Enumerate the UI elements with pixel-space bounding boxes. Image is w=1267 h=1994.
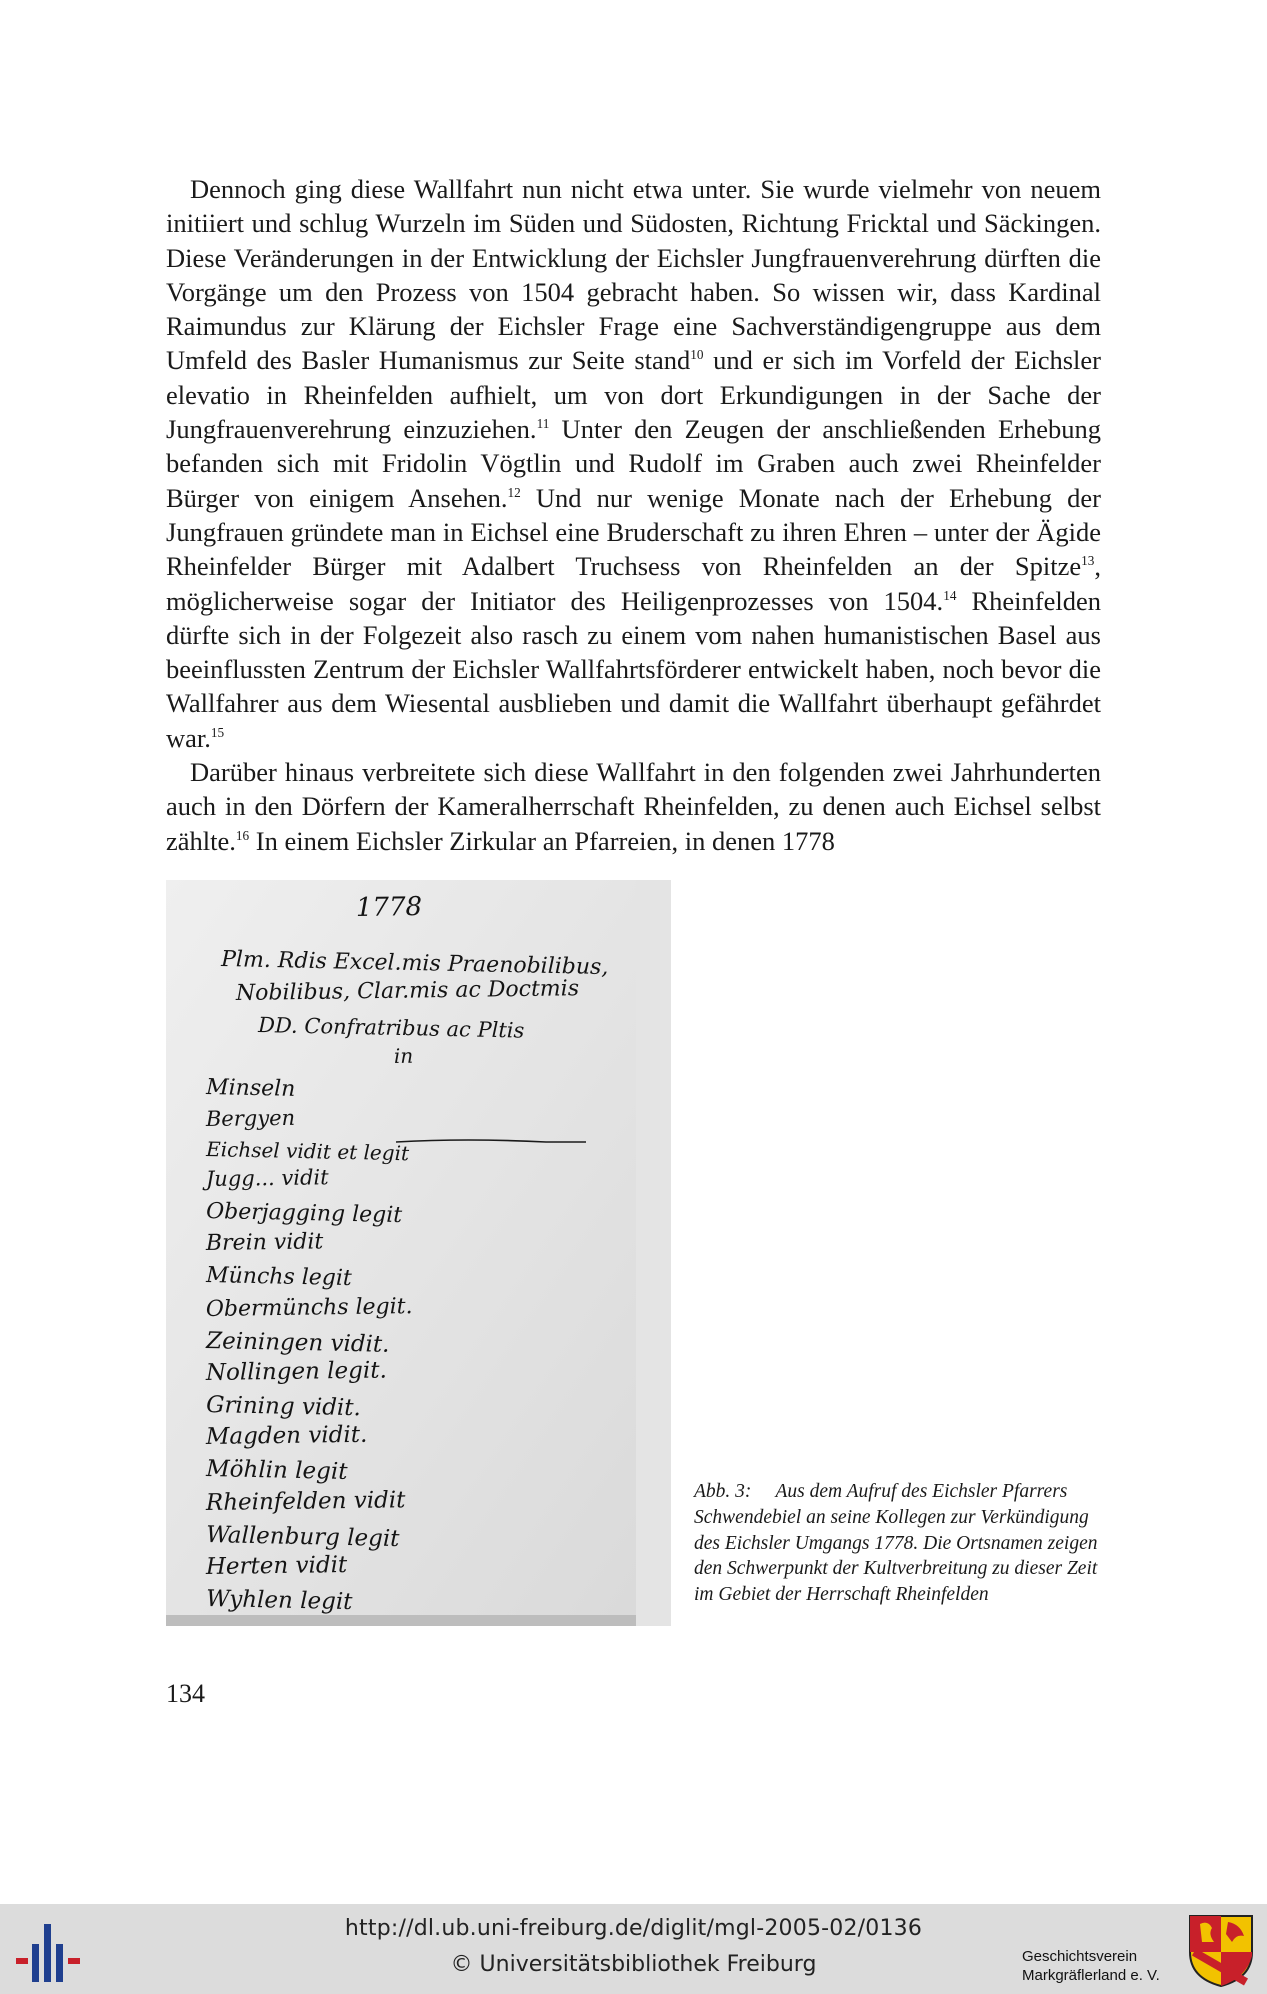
handwriting-line: Minseln: [205, 1075, 296, 1102]
footnote-ref[interactable]: 16: [235, 827, 250, 843]
footnote-ref[interactable]: 15: [210, 724, 225, 740]
handwriting-line: in: [393, 1043, 414, 1068]
manuscript-scan: [166, 880, 671, 1626]
society-line-1: Geschichtsverein: [1022, 1948, 1138, 1965]
handwriting-line: Münchs legit: [205, 1263, 353, 1292]
figure-caption: [694, 1479, 1106, 1608]
paragraph: [166, 172, 1101, 755]
footnote-ref[interactable]: 10: [690, 347, 704, 363]
footer-bar: [0, 1904, 1267, 1994]
caption-text: Aus dem Aufruf des Eichsler Pfarrers Schwendebiel an seine Kollegen zur Verkündigung des Eichsler Umgangs 1778. Die Ortsnamen zeigen den Schwerpunkt der Kultverbreitung zu dieser Zeit im Gebiet der Herrschaft Rheinfelden: [694, 1481, 1098, 1606]
text-run: Dennoch ging diese Wallfahrt nun nicht etwa unter. Sie wurde vielmehr von neuem initiiert und schlug Wurzeln im Süden und Südosten, Richtung Fricktal und Säckingen. Diese Veränderungen in der Entwicklung der Eichsler Jungfrauenverehrung dürften die Vorgänge um den Prozess von 1504 gebracht haben. So wissen wir, dass Kardinal Raimundus zur Klärung der Eichsler Frage eine Sachverständigengruppe aus dem Umfeld des Basler Humanismus zur Seite stand: [166, 174, 1101, 376]
footnote-ref[interactable]: 12: [507, 484, 521, 500]
handwriting-line: Bergyen: [205, 1105, 296, 1131]
text-run: Unter den Zeugen der anschließenden Erhebung befanden sich mit Fridolin Vögtlin und Rudolf im Graben auch zwei Rheinfelder Bürger von einigem Ansehen.: [166, 414, 1101, 513]
handwriting-line: Plm. Rdis Excel.mis Praenobilibus,: [220, 947, 609, 981]
footnote-ref[interactable]: 13: [1081, 553, 1095, 569]
handwriting-line: Jugg... vidit: [205, 1165, 329, 1191]
handwriting-line: Nollingen legit.: [205, 1357, 387, 1386]
copyright-text: © Universitätsbibliothek Freiburg: [450, 1952, 817, 1977]
handwriting-line: Zeiningen vidit.: [205, 1328, 390, 1358]
body-text: [166, 172, 1101, 858]
footnote-ref[interactable]: 14: [943, 587, 957, 603]
text-run: Darüber hinaus verbreitete sich diese Wallfahrt in den folgenden zwei Jahrhunderten auch in den Dörfern der Kameralherrschaft Rheinfelden, zu denen auch Eichsel selbst zählte.: [166, 757, 1101, 856]
handwriting-line: Obermünchs legit.: [205, 1294, 413, 1322]
handwriting-line: Brein vidit: [205, 1229, 324, 1256]
handwriting-line: Grining vidit.: [205, 1392, 362, 1422]
handwriting-line: Wallenburg legit: [205, 1522, 400, 1553]
handwriting-line: DD. Confratribus ac Pltis: [257, 1013, 525, 1043]
handwriting-line: Wyhlen legit: [205, 1586, 353, 1616]
handwriting-line: Möhlin legit: [205, 1456, 348, 1485]
text-run: In einem Eichsler Zirkular an Pfarreien, in denen 1778: [249, 825, 835, 856]
paragraph: [166, 755, 1101, 858]
handwriting-line: Herten vidit: [205, 1552, 348, 1580]
page-number: 134: [166, 1679, 205, 1708]
handwriting-line: Nobilibus, Clar.mis ac Doctmis: [235, 976, 580, 1006]
handwriting-line: Eichsel vidit et legit: [205, 1137, 410, 1166]
society-name: [1022, 1947, 1182, 1985]
handwriting-line: Oberjagging legit: [205, 1199, 403, 1229]
society-line-2: Markgräflerland e. V.: [1022, 1967, 1160, 1984]
caption-label: Abb. 3:: [694, 1481, 752, 1502]
text-run: und er sich im Vorfeld der Eichsler elevatio in Rheinfelden aufhielt, um von dort Erkundigungen in der Sache der Jungfrauenverehrung einzuziehen.: [166, 345, 1101, 445]
coat-of-arms-icon: [1186, 1912, 1256, 1988]
handwriting-line: Magden vidit.: [205, 1421, 368, 1450]
footnote-ref[interactable]: 11: [536, 416, 550, 432]
source-url-link[interactable]: http://dl.ub.uni-freiburg.de/diglit/mgl-2005-02/0136: [344, 1916, 923, 1941]
text-run: Rheinfelden dürfte sich in der Folgezeit also rasch zu einem vom nahen humanistischen Basel aus beeinflussten Zentrum der Eichsler Wallfahrtsförderer entwickelt haben, noch bevor die Wallfahrer aus dem Wiesental ausblieben und damit die Wallfahrt überhaupt gefährdet war.: [166, 585, 1101, 753]
handwritten-letter-image: [166, 880, 671, 1626]
handwriting-line: 1778: [355, 892, 423, 923]
text-run: Und nur wenige Monate nach der Erhebung der Jungfrauen gründete man in Eichsel eine Bruderschaft zu ihren Ehren – unter der Ägide Rheinfelder Bürger mit Adalbert Truchsess von Rheinfelden an der Spitze: [166, 482, 1101, 582]
text-run: , möglicherweise sogar der Initiator des Heiligenprozesses von 1504.: [166, 551, 1101, 616]
handwriting-line: Rheinfelden vidit: [205, 1487, 406, 1516]
